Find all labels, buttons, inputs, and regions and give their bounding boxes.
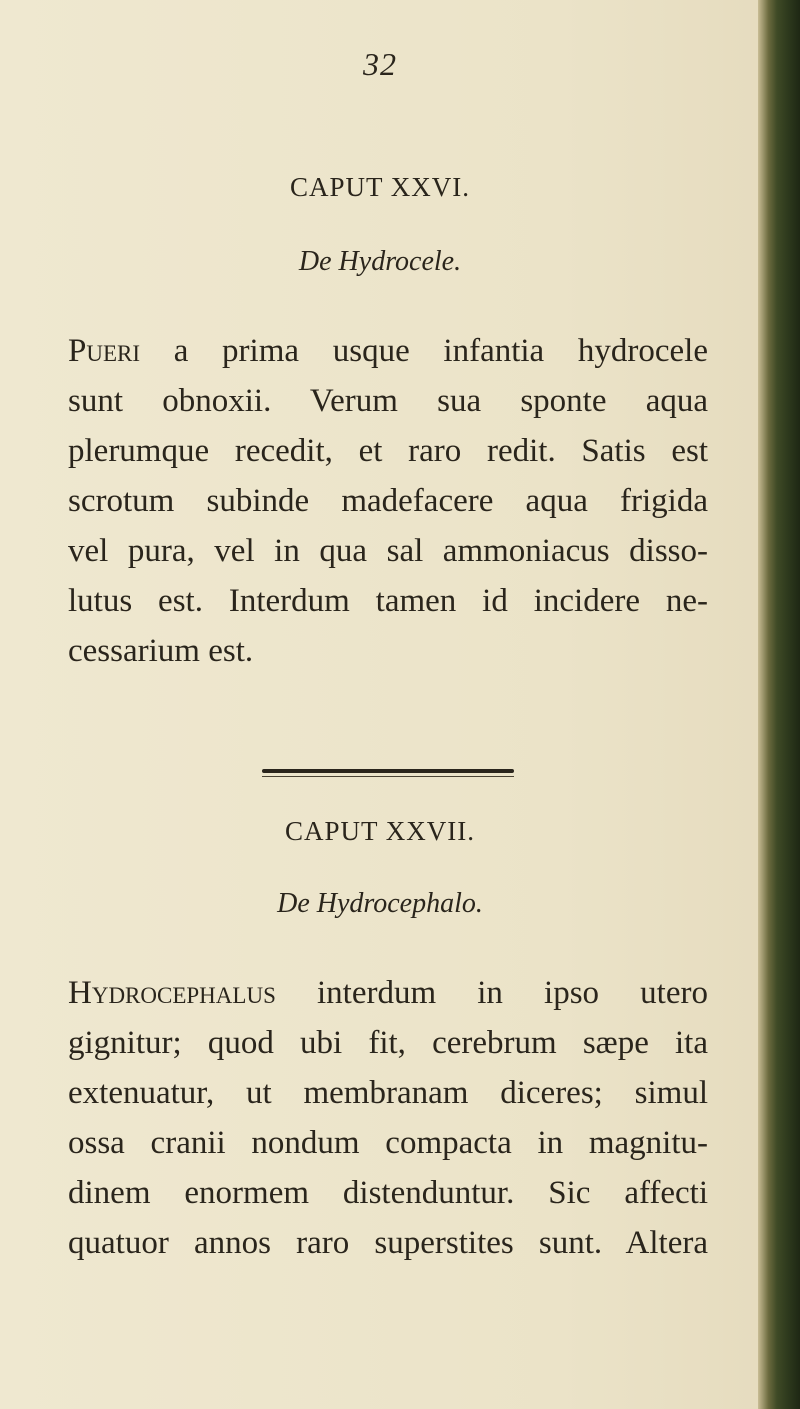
page-number: 32 — [363, 46, 397, 82]
section-divider — [262, 769, 514, 773]
chapter-subheading-26: De Hydrocele. — [298, 246, 462, 277]
text-line: Hydrocephalus interdum in ipso utero — [68, 975, 708, 1011]
text-line: extenuatur, ut membranam diceres; simul — [68, 1075, 708, 1111]
text-line: sunt obnoxii. Verum sua sponte aqua — [68, 383, 708, 419]
lead-word: Pueri — [68, 333, 141, 369]
text-line: scrotum subinde madefacere aqua frigida — [68, 483, 708, 519]
text-line: quatuor annos raro superstites sunt. Altera — [68, 1225, 708, 1261]
paragraph-hydrocele — [68, 326, 708, 676]
text-line: dinem enormem distenduntur. Sic affecti — [68, 1175, 708, 1211]
text-line: plerumque recedit, et raro redit. Satis est — [68, 433, 708, 469]
section-divider-thin — [262, 776, 514, 777]
page-edge-binding — [758, 0, 800, 1409]
text-line: lutus est. Interdum tamen id incidere ne- — [68, 583, 708, 619]
chapter-subheading-27: De Hydrocephalo. — [277, 888, 483, 919]
text-line: vel pura, vel in qua sal ammoniacus disso- — [68, 533, 708, 569]
text-line: Pueri a prima usque infantia hydrocele — [68, 333, 708, 369]
text-line: gignitur; quod ubi fit, cerebrum sæpe ita — [68, 1025, 708, 1061]
text-line: ossa cranii nondum compacta in magnitu- — [68, 1125, 708, 1161]
chapter-heading-27: CAPUT XXVII. — [284, 816, 475, 846]
paragraph-hydrocephalo — [68, 968, 708, 1268]
lead-word: Hydrocephalus — [68, 975, 276, 1011]
chapter-heading-26: CAPUT XXVI. — [289, 172, 470, 202]
text-line: cessarium est. — [68, 633, 254, 669]
